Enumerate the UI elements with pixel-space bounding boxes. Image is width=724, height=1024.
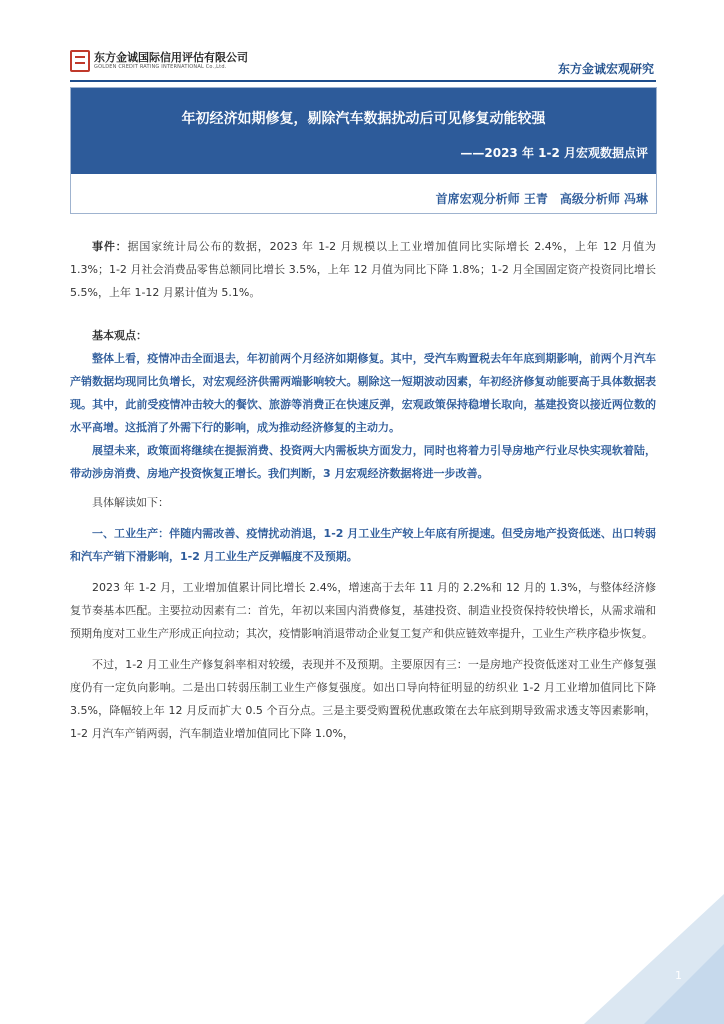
- title-block: [70, 87, 657, 214]
- event-label: 事件：: [92, 240, 128, 253]
- section-1-paragraph-1: 2023 年 1-2 月，工业增加值累计同比增长 2.4%，增速高于去年 11 月的 2.2%和 12 月的 1.3%，与整体经济修复节奏基本匹配。主要拉动因素有二：首先，年初以来国内消费修复，基建投资、制造业投资保持较快增长，从需求端和预期角度对工业生产形成正向拉动；其次，疫情影响消退带动企业复工复产和供应链效率提升，工业生产秩序稳步恢复。: [70, 581, 656, 640]
- section-1-heading: 一、工业生产：伴随内需改善、疫情扰动消退，1-2 月工业生产较上年底有所提速。但受房地产投资低迷、出口转弱和汽车产销下滑影响，1-2 月工业生产反弹幅度不及预期。: [70, 527, 656, 563]
- report-title: 年初经济如期修复，剔除汽车数据扰动后可见修复动能较强: [181, 111, 546, 127]
- header-divider: [70, 80, 656, 82]
- company-logo-icon: [70, 50, 90, 72]
- research-brand: 东方金诚宏观研究: [557, 62, 654, 76]
- event-paragraph: [70, 235, 656, 304]
- report-authors: 首席宏观分析师 王青 高级分析师 冯琳: [435, 192, 648, 206]
- event-text: 据国家统计局公布的数据，2023 年 1-2 月规模以上工业增加值同比实际增长 2.4%，上年 12 月值为 1.3%；1-2 月社会消费品零售总额同比增长 3.5%，上年 12 月值为同比下降 1.8%；1-2 月全国固定资产投资同比增长 5.5%，上年 1-12 月累计值为 5.1%。: [70, 240, 656, 299]
- details-intro: 具体解读如下：: [92, 496, 169, 509]
- view-paragraph-1: 整体上看，疫情冲击全面退去，年初前两个月经济如期修复。其中，受汽车购置税去年年底到期影响，前两个月汽车产销数据均现同比负增长，对宏观经济供需两端影响较大。剔除这一短期波动因素，年初经济修复动能要高于具体数据表现。其中，此前受疫情冲击较大的餐饮、旅游等消费正在快速反弹，宏观政策保持稳增长取向，基建投资以接近两位数的水平高增。这抵消了外需下行的影响，成为推动经济修复的主动力。: [70, 352, 656, 434]
- corner-decoration: [524, 884, 724, 1024]
- company-name-en: GOLDEN CREDIT RATING INTERNATIONAL Co.,Ltd.: [94, 63, 227, 70]
- header-logo: [70, 50, 248, 72]
- section-1-paragraph-2: 不过，1-2 月工业生产修复斜率相对较缓，表现并不及预期。主要原因有三：一是房地产投资低迷对工业生产修复强度仍有一定负向影响。二是出口转弱压制工业生产修复强度。如出口导向特征明显的纺织业 1-2 月工业增加值同比下降 3.5%，降幅较上年 12 月反而扩大 0.5 个百分点。三是主要受购置税优惠政策在去年底到期导致需求透支等因素影响，1-2 月汽车产销两弱，汽车制造业增加值同比下降 1.0%，: [70, 658, 656, 740]
- report-body: [70, 235, 656, 745]
- company-name-cn: 东方金诚国际信用评估有限公司: [94, 50, 248, 64]
- report-subtitle: ——2023 年 1-2 月宏观数据点评: [460, 146, 648, 160]
- view-paragraph-2: 展望未来，政策面将继续在提振消费、投资两大内需板块方面发力，同时也将着力引导房地产行业尽快实现软着陆，带动涉房消费、房地产投资恢复正增长。我们判断，3 月宏观经济数据将进一步改善。: [70, 444, 656, 480]
- views-label: 基本观点：: [92, 329, 147, 342]
- title-band: [71, 88, 656, 174]
- page-number: 1: [675, 969, 682, 982]
